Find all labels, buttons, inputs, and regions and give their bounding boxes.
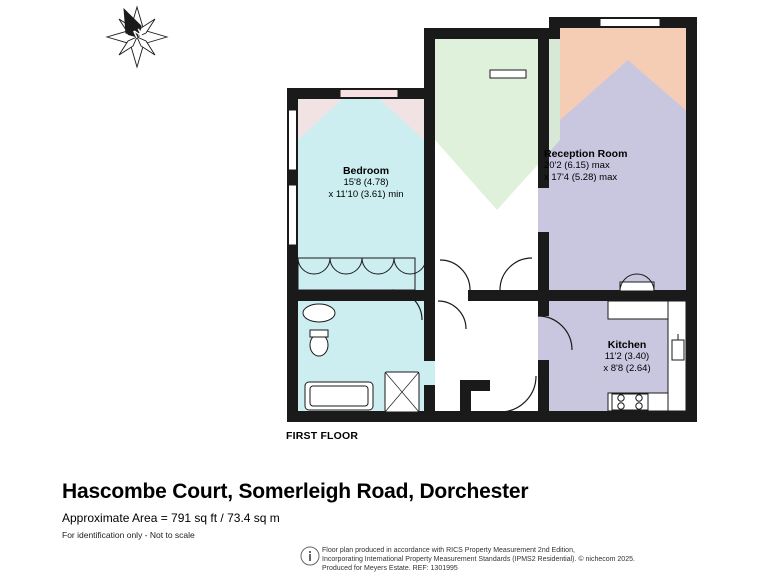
- kitchen-dim-1: 11'2 (3.40): [604, 351, 650, 362]
- reception-room-name: Reception Room: [544, 148, 628, 160]
- approximate-area: Approximate Area = 791 sq ft / 73.4 sq m: [62, 511, 280, 525]
- bedroom-dim-1: 15'8 (4.78): [343, 177, 389, 188]
- footer-line-1: Floor plan produced in accordance with RICS Property Measurement 2nd Edition,: [322, 547, 575, 554]
- disclaimer-text: For identification only - Not to scale: [62, 530, 195, 540]
- floor-caption: FIRST FLOOR: [286, 430, 359, 442]
- room-label-kitchen: [572, 339, 682, 375]
- kitchen-dim-2: x 8'8 (2.64): [603, 363, 651, 374]
- compass-north-label: N: [131, 26, 145, 42]
- reception-room-dim-2: x 17'4 (5.28) max: [544, 172, 618, 183]
- bedroom-dim-2: x 11'10 (3.61) min: [328, 189, 404, 200]
- kitchen-name: Kitchen: [607, 339, 647, 351]
- footer-line-3: Produced for Meyers Estate. REF: 1301995: [322, 565, 458, 572]
- footer-note: [322, 546, 635, 573]
- info-icon-graphic: [301, 547, 319, 565]
- room-label-bedroom: [296, 165, 436, 201]
- footer-line-2: Incorporating International Property Measurement Standards (IPMS2 Residential). © nichecom 2025.: [322, 556, 635, 563]
- room-label-reception-room: [544, 148, 704, 184]
- reception-room-dim-1: 20'2 (6.15) max: [544, 160, 610, 171]
- page-title: Hascombe Court, Somerleigh Road, Dorchester: [62, 480, 529, 503]
- bedroom-name: Bedroom: [342, 165, 390, 177]
